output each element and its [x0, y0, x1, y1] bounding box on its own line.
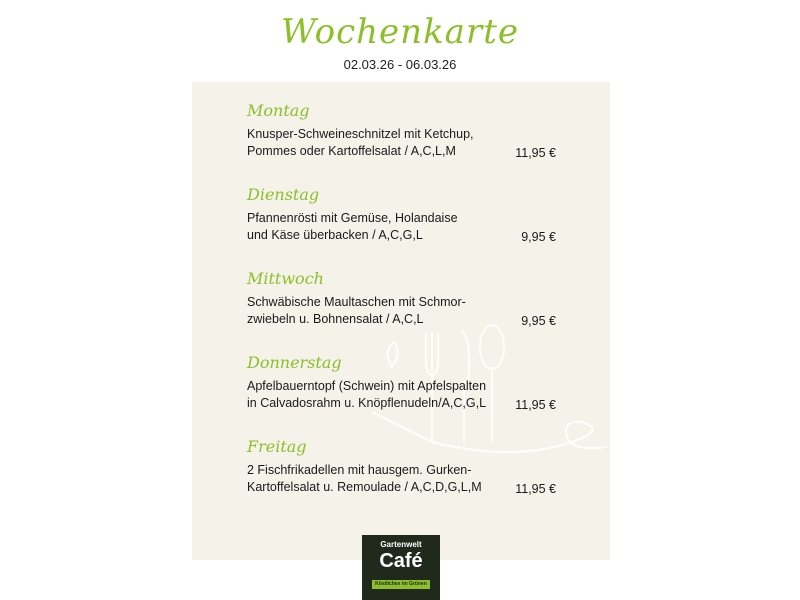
page-title: Wochenkarte	[281, 12, 519, 52]
dish-line: und Käse überbacken / A,C,G,L	[247, 228, 423, 242]
price: 9,95 €	[521, 230, 556, 244]
menu-card	[192, 82, 610, 560]
dish-line: Kartoffelsalat u. Remoulade / A,C,D,G,L,M	[247, 480, 482, 494]
day-name: Montag	[247, 101, 310, 120]
dish-line: zwiebeln u. Bohnensalat / A,C,L	[247, 312, 424, 326]
price: 11,95 €	[515, 398, 556, 412]
dish-line: 2 Fischfrikadellen mit hausgem. Gurken-	[247, 463, 472, 477]
day-name: Donnerstag	[247, 353, 342, 372]
day-name: Freitag	[247, 437, 307, 456]
dish-line: Pommes oder Kartoffelsalat / A,C,L,M	[247, 144, 456, 158]
dish-line: in Calvadosrahm u. Knöpflenudeln/A,C,G,L	[247, 396, 487, 410]
price: 11,95 €	[515, 146, 556, 160]
day-block-mittwoch	[247, 268, 567, 328]
logo-main-text: Café	[379, 550, 423, 572]
day-block-dienstag	[247, 184, 567, 244]
logo-tagline: Köstliches im Grünen	[372, 580, 430, 589]
dish-line: Pfannenrösti mit Gemüse, Holandaise	[247, 211, 458, 225]
dish-line: Apfelbauerntopf (Schwein) mit Apfelspalten	[247, 379, 487, 393]
day-name: Dienstag	[247, 185, 320, 204]
day-name: Mittwoch	[247, 269, 324, 288]
date-range: 02.03.26 - 06.03.26	[343, 57, 457, 72]
price: 11,95 €	[515, 482, 556, 496]
dish-line: Schwäbische Maultaschen mit Schmor-	[247, 295, 466, 309]
gartenwelt-cafe-logo	[362, 535, 440, 600]
price: 9,95 €	[521, 314, 556, 328]
logo-top-text: Gartenwelt	[380, 540, 422, 549]
dish-line: Knusper-Schweineschnitzel mit Ketchup,	[247, 127, 474, 141]
